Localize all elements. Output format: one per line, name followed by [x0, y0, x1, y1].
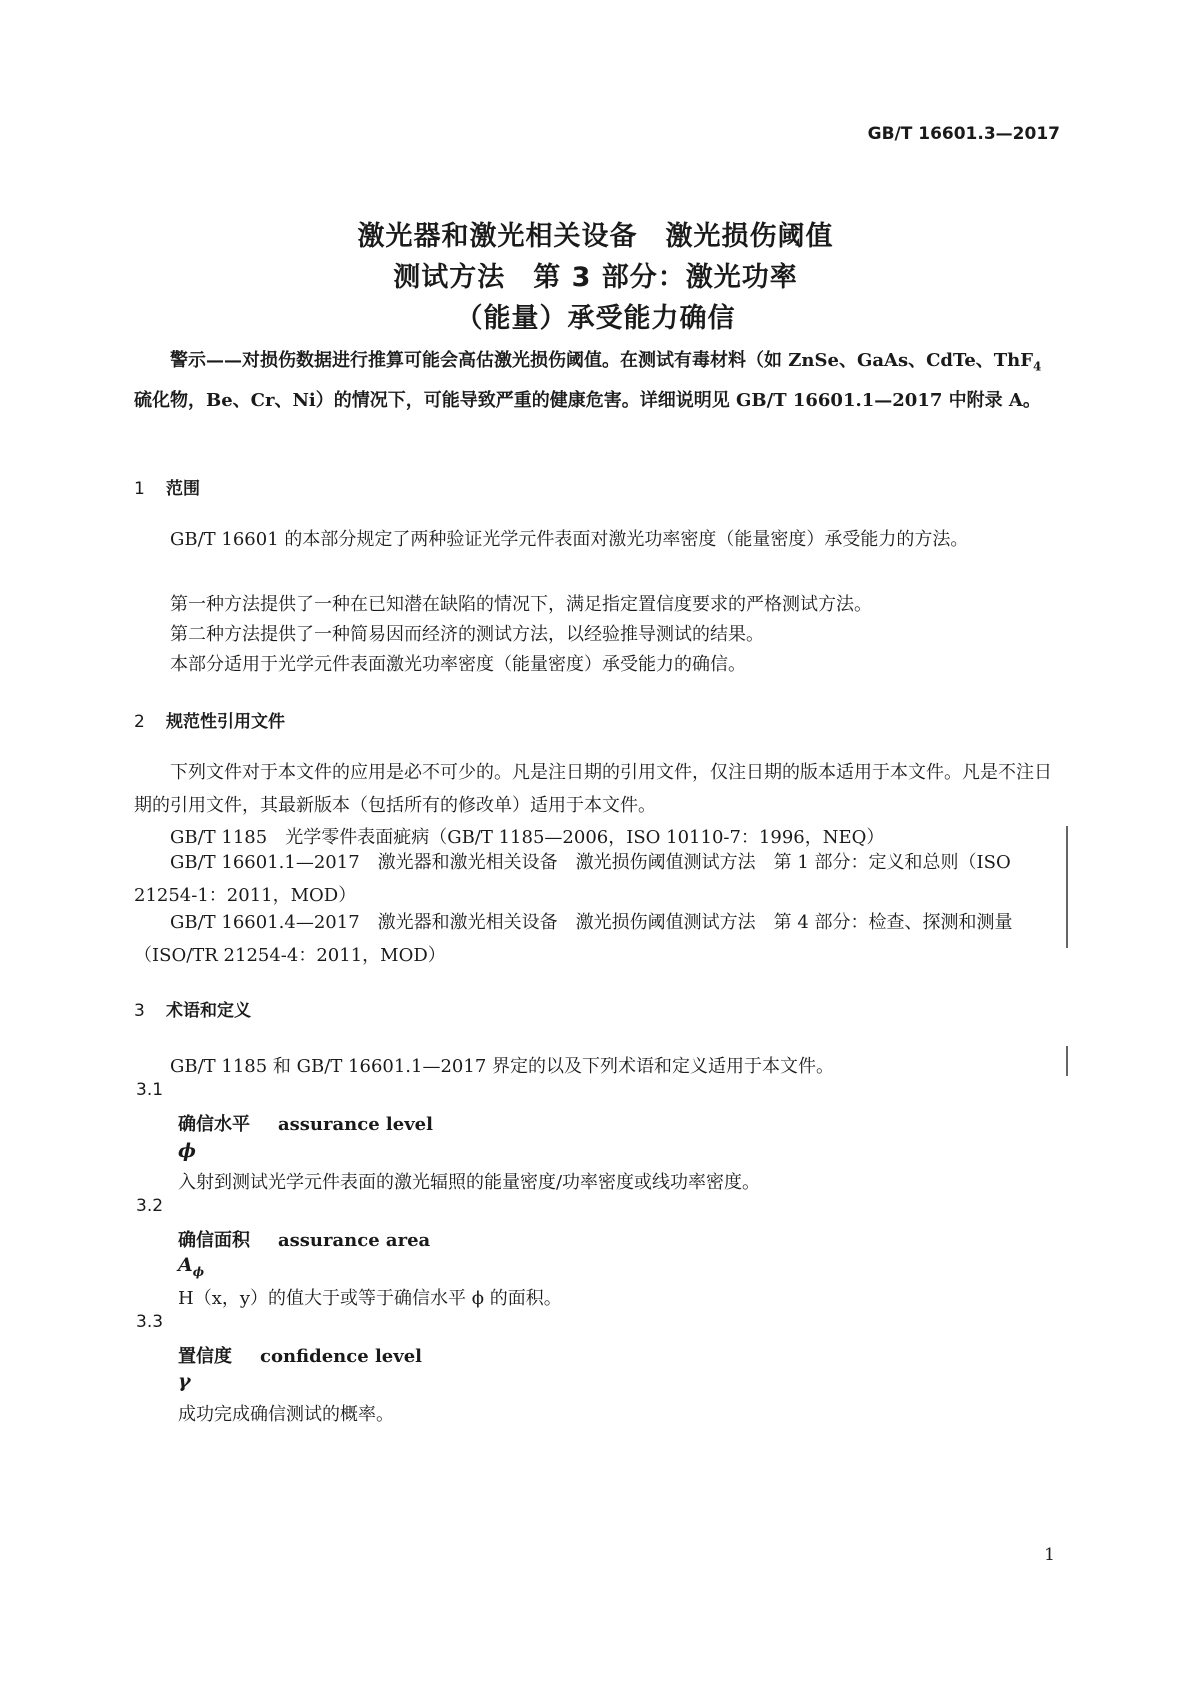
- term-title: [178, 1110, 433, 1136]
- change-bar: [1066, 1046, 1068, 1076]
- term-symbol-base: A: [178, 1254, 193, 1276]
- document-code: GB/T 16601.3—2017: [867, 124, 1060, 144]
- term-symbol-subscript: ϕ: [192, 1264, 205, 1279]
- section-title: 范围: [166, 479, 200, 499]
- term-definition: H（x，y）的值大于或等于确信水平 ϕ 的面积。: [178, 1288, 562, 1309]
- term-definition: 入射到测试光学元件表面的激光辐照的能量密度/功率密度或线功率密度。: [178, 1172, 761, 1193]
- term-english: assurance level: [278, 1114, 433, 1135]
- section-title: 术语和定义: [166, 1001, 251, 1021]
- refs-intro-paragraph: 下列文件对于本文件的应用是必不可少的。凡是注日期的引用文件，仅注日期的版本适用于本文件。凡是不注日期的引用文件，其最新版本（包括所有的修改单）适用于本文件。: [134, 762, 1052, 816]
- section-2-heading: [134, 707, 285, 732]
- term-symbol: γ: [178, 1370, 191, 1392]
- terms-intro-paragraph: GB/T 1185 和 GB/T 16601.1—2017 界定的以及下列术语和定义适用于本文件。: [170, 1056, 835, 1077]
- term-title: [178, 1226, 430, 1252]
- term-number: 3.1: [136, 1080, 164, 1100]
- page-number: 1: [1044, 1545, 1055, 1565]
- title-line-1: 激光器和激光相关设备 激光损伤阈值: [357, 221, 834, 252]
- scope-paragraph-4: 本部分适用于光学元件表面激光功率密度（能量密度）承受能力的确信。: [170, 654, 746, 675]
- term-chinese: 置信度: [178, 1346, 232, 1367]
- scope-paragraph-2: 第一种方法提供了一种在已知潜在缺陷的情况下，满足指定置信度要求的严格测试方法。: [170, 594, 872, 615]
- section-number: 1: [134, 479, 145, 499]
- term-chinese: 确信面积: [178, 1230, 250, 1251]
- term-title: [178, 1342, 422, 1368]
- term-english: assurance area: [278, 1230, 431, 1251]
- section-title: 规范性引用文件: [166, 712, 285, 732]
- section-number: 3: [134, 1001, 145, 1021]
- warning-text-b: 硫化物，Be、Cr、Ni）的情况下，可能导致严重的健康危害。详细说明见 GB/T 16601.1—2017 中附录 A。: [134, 389, 1041, 411]
- reference-gbt16601-1: GB/T 16601.1—2017 激光器和激光相关设备 激光损伤阈值测试方法 第 1 部分：定义和总则（ISO 21254-1：2011，MOD）: [134, 852, 1011, 906]
- term-symbol: [178, 1254, 204, 1279]
- title-line-3: （能量）承受能力确信: [455, 303, 736, 334]
- warning-text-a: 警示——对损伤数据进行推算可能会高估激光损伤阈值。在测试有毒材料（如 ZnSe、GaAs、CdTe、ThF: [170, 350, 1034, 371]
- section-1-heading: [134, 474, 200, 499]
- term-definition: 成功完成确信测试的概率。: [178, 1404, 394, 1425]
- term-english: confidence level: [260, 1346, 422, 1367]
- warning-paragraph: [134, 344, 1059, 417]
- term-chinese: 确信水平: [178, 1114, 250, 1135]
- title-line-2: 测试方法 第 3 部分：激光功率: [393, 262, 798, 293]
- term-number: 3.3: [136, 1312, 164, 1332]
- term-symbol: ϕ: [178, 1140, 196, 1162]
- scope-paragraph-3: 第二种方法提供了一种简易因而经济的测试方法，以经验推导测试的结果。: [170, 624, 764, 645]
- change-bar: [1066, 826, 1068, 948]
- warning-subscript: 4: [1033, 359, 1042, 374]
- section-number: 2: [134, 712, 145, 732]
- reference-gbt16601-4: GB/T 16601.4—2017 激光器和激光相关设备 激光损伤阈值测试方法 第 4 部分：检查、探测和测量（ISO/TR 21254-4：2011，MOD）: [134, 912, 1013, 966]
- scope-paragraph-1: GB/T 16601 的本部分规定了两种验证光学元件表面对激光功率密度（能量密度）承受能力的方法。: [170, 529, 969, 550]
- section-3-heading: [134, 996, 251, 1021]
- reference-gbt1185: GB/T 1185 光学零件表面疵病（GB/T 1185—2006，ISO 10110-7：1996，NEQ）: [170, 827, 885, 848]
- term-number: 3.2: [136, 1196, 164, 1216]
